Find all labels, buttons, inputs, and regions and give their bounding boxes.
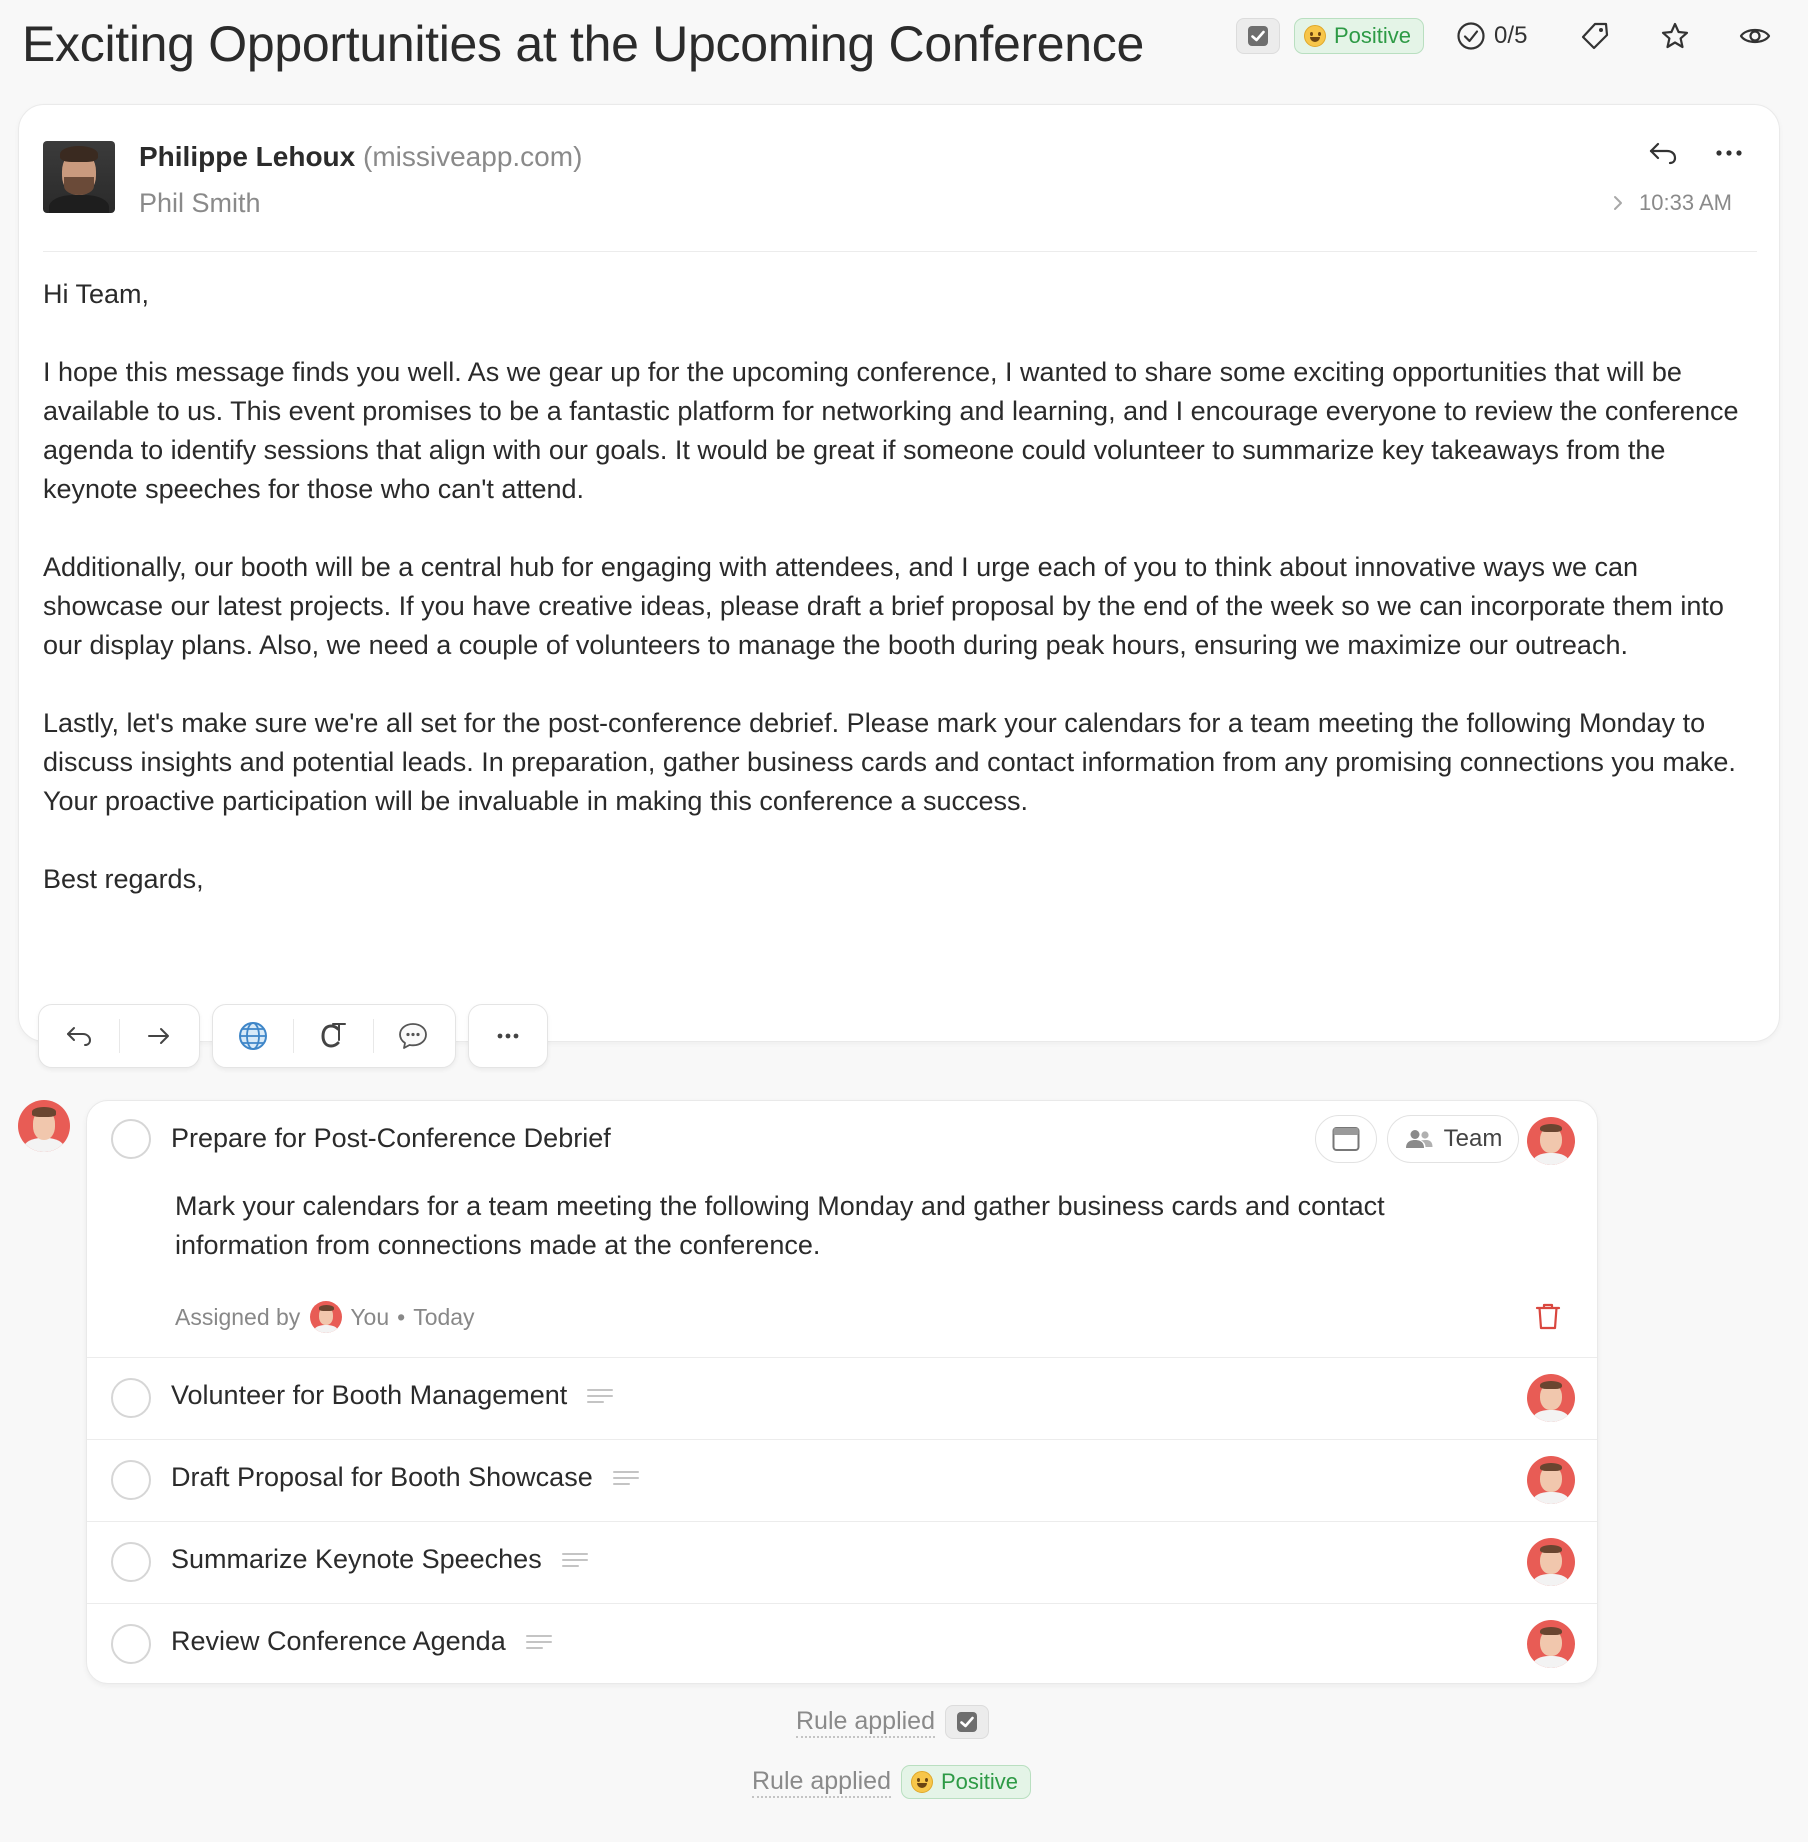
delete-task-button[interactable]: [1533, 1301, 1563, 1331]
task-checkbox[interactable]: [111, 1460, 151, 1500]
due-date-button[interactable]: [1315, 1115, 1377, 1163]
checkbox-badge-icon: [956, 1711, 978, 1733]
team-icon: [1404, 1128, 1434, 1150]
task-author-avatar[interactable]: [18, 1100, 70, 1152]
assigner-name: You: [350, 1303, 390, 1330]
more-actions-button[interactable]: [469, 1005, 547, 1067]
checkbox-badge-icon: [1247, 25, 1269, 47]
reply-action-button[interactable]: [39, 1005, 119, 1067]
more-icon: [497, 1033, 519, 1039]
rule-applied-label[interactable]: Rule applied: [796, 1706, 935, 1738]
task-description[interactable]: Mark your calendars for a team meeting the following Monday and gather business cards and contact information from connections made at the conference.: [175, 1191, 1385, 1260]
task-title-wrap: [171, 1626, 552, 1657]
body-paragraph: I hope this message finds you well. As we gear up for the upcoming conference, I wanted to share some exciting opportunities that will be available to us. This event promises to be a fantastic platform for networking and learning, and I encourage everyone to review the conference agenda to identify sessions that align with our goals. It would be great if someone could volunteer to summarize key takeaways from the keynote speeches for those who can't attend.: [43, 357, 1739, 504]
assignee-avatar[interactable]: [1527, 1374, 1575, 1422]
task-checkbox[interactable]: [111, 1378, 151, 1418]
task-checkbox[interactable]: [111, 1542, 151, 1582]
task-title[interactable]: Volunteer for Booth Management: [171, 1380, 568, 1410]
assignee-avatar[interactable]: [1527, 1456, 1575, 1504]
assigned-by-label: Assigned by: [175, 1303, 301, 1330]
tag-button[interactable]: [1575, 16, 1615, 56]
task-title[interactable]: Prepare for Post-Conference Debrief: [171, 1123, 611, 1153]
forward-action-button[interactable]: [119, 1005, 199, 1067]
star-button[interactable]: [1655, 16, 1695, 56]
sender-name[interactable]: Philippe Lehoux: [139, 141, 356, 172]
task-title-wrap: [171, 1380, 613, 1411]
translate-icon: [318, 1020, 348, 1052]
separator-dot: •: [397, 1303, 406, 1330]
reply-icon: [65, 1024, 93, 1048]
watch-button[interactable]: [1735, 16, 1775, 56]
reply-icon: [1648, 140, 1678, 166]
description-lines-icon: [562, 1551, 588, 1569]
sentiment-label: Positive: [941, 1769, 1019, 1794]
check-circle-icon: [1456, 21, 1486, 51]
description-lines-icon: [587, 1387, 613, 1405]
message-time[interactable]: [1613, 190, 1732, 216]
task-title-wrap: [171, 1462, 639, 1493]
time-label: 10:33 AM: [1639, 190, 1732, 215]
assignee-avatar[interactable]: [1527, 1117, 1575, 1165]
assignee-avatar[interactable]: [1527, 1620, 1575, 1668]
page-title: Exciting Opportunities at the Upcoming Conference: [22, 16, 1145, 72]
calendar-icon: [1331, 1125, 1361, 1153]
task-row[interactable]: [87, 1521, 1597, 1603]
task-row[interactable]: [87, 1439, 1597, 1521]
sentiment-badge: [901, 1765, 1031, 1799]
team-label: Team: [1443, 1125, 1503, 1152]
rule-applied-checkbox: [796, 1705, 989, 1739]
header-tools: [1236, 16, 1527, 56]
recipient[interactable]: Phil Smith: [139, 188, 261, 218]
rewrite-button[interactable]: [293, 1005, 373, 1067]
assign-team-button[interactable]: [1387, 1115, 1519, 1163]
header-divider: [43, 251, 1757, 252]
email-message: [18, 104, 1780, 1042]
message-more-button[interactable]: [1709, 133, 1749, 173]
greeting: Hi Team,: [43, 279, 150, 309]
assigned-by: [175, 1301, 475, 1333]
body-paragraph: Additionally, our booth will be a central hub for engaging with attendees, and I urge each of you to think about innovative ways we can showcase our latest projects. If you have creative ideas, please draft a brief proposal by the end of the week so we can incorporate them into our display plans. Also, we need a couple of volunteers to manage the booth during peak hours, ensuring we maximize our outreach.: [43, 552, 1724, 660]
sender-avatar[interactable]: [43, 141, 115, 213]
task-title-wrap: [171, 1544, 588, 1575]
assignee-avatar[interactable]: [1527, 1538, 1575, 1586]
body-paragraph: Lastly, let's make sure we're all set for the post-conference debrief. Please mark your calendars for a team meeting the following Monday to discuss insights and potential leads. In preparation, gather business cards and contact information from any promising connections you make. Your proactive participation will be invaluable in making this conference a success.: [43, 708, 1736, 816]
task-title[interactable]: Draft Proposal for Booth Showcase: [171, 1462, 593, 1492]
task-checkbox[interactable]: [111, 1119, 151, 1159]
rule-applied-positive: [752, 1765, 1031, 1799]
task-list: [86, 1100, 1598, 1684]
sender-line: [139, 141, 582, 173]
eye-icon: [1739, 21, 1771, 51]
comment-icon: [397, 1021, 429, 1051]
signoff: Best regards,: [43, 864, 204, 894]
task-expanded[interactable]: [87, 1101, 1597, 1357]
sentiment-label: Positive: [1334, 23, 1412, 48]
tools-group: [212, 1004, 456, 1068]
more-actions-group: [468, 1004, 548, 1068]
task-title[interactable]: Review Conference Agenda: [171, 1626, 506, 1656]
conversation-header: [0, 0, 1808, 88]
task-row[interactable]: [87, 1357, 1597, 1439]
task-checkbox[interactable]: [111, 1624, 151, 1664]
email-body: [43, 275, 1763, 938]
reply-button[interactable]: [1643, 133, 1683, 173]
translate-globe-button[interactable]: [213, 1005, 293, 1067]
star-icon: [1660, 21, 1690, 51]
task-progress-label: 0/5: [1494, 22, 1528, 49]
sentiment-badge[interactable]: [1294, 18, 1424, 54]
assigner-avatar: [310, 1301, 342, 1333]
description-lines-icon: [526, 1633, 552, 1651]
tag-icon: [1580, 21, 1610, 51]
smile-emoji-icon: [1304, 25, 1326, 47]
trash-icon: [1533, 1301, 1563, 1331]
more-icon: [1716, 149, 1742, 157]
rule-applied-label[interactable]: Rule applied: [752, 1766, 891, 1798]
forward-icon: [146, 1025, 172, 1047]
assigned-date: Today: [413, 1303, 475, 1330]
checkbox-badge[interactable]: [1236, 18, 1280, 54]
sender-domain: (missiveapp.com): [363, 141, 583, 172]
task-progress[interactable]: [1456, 21, 1527, 51]
comment-button[interactable]: [373, 1005, 453, 1067]
smile-emoji-icon: [911, 1771, 933, 1793]
task-title[interactable]: Summarize Keynote Speeches: [171, 1544, 542, 1574]
description-lines-icon: [613, 1469, 639, 1487]
reply-forward-group: [38, 1004, 200, 1068]
task-row[interactable]: [87, 1603, 1597, 1684]
checkbox-badge: [945, 1705, 989, 1739]
chevron-right-icon: [1613, 195, 1623, 211]
globe-icon: [237, 1020, 269, 1052]
